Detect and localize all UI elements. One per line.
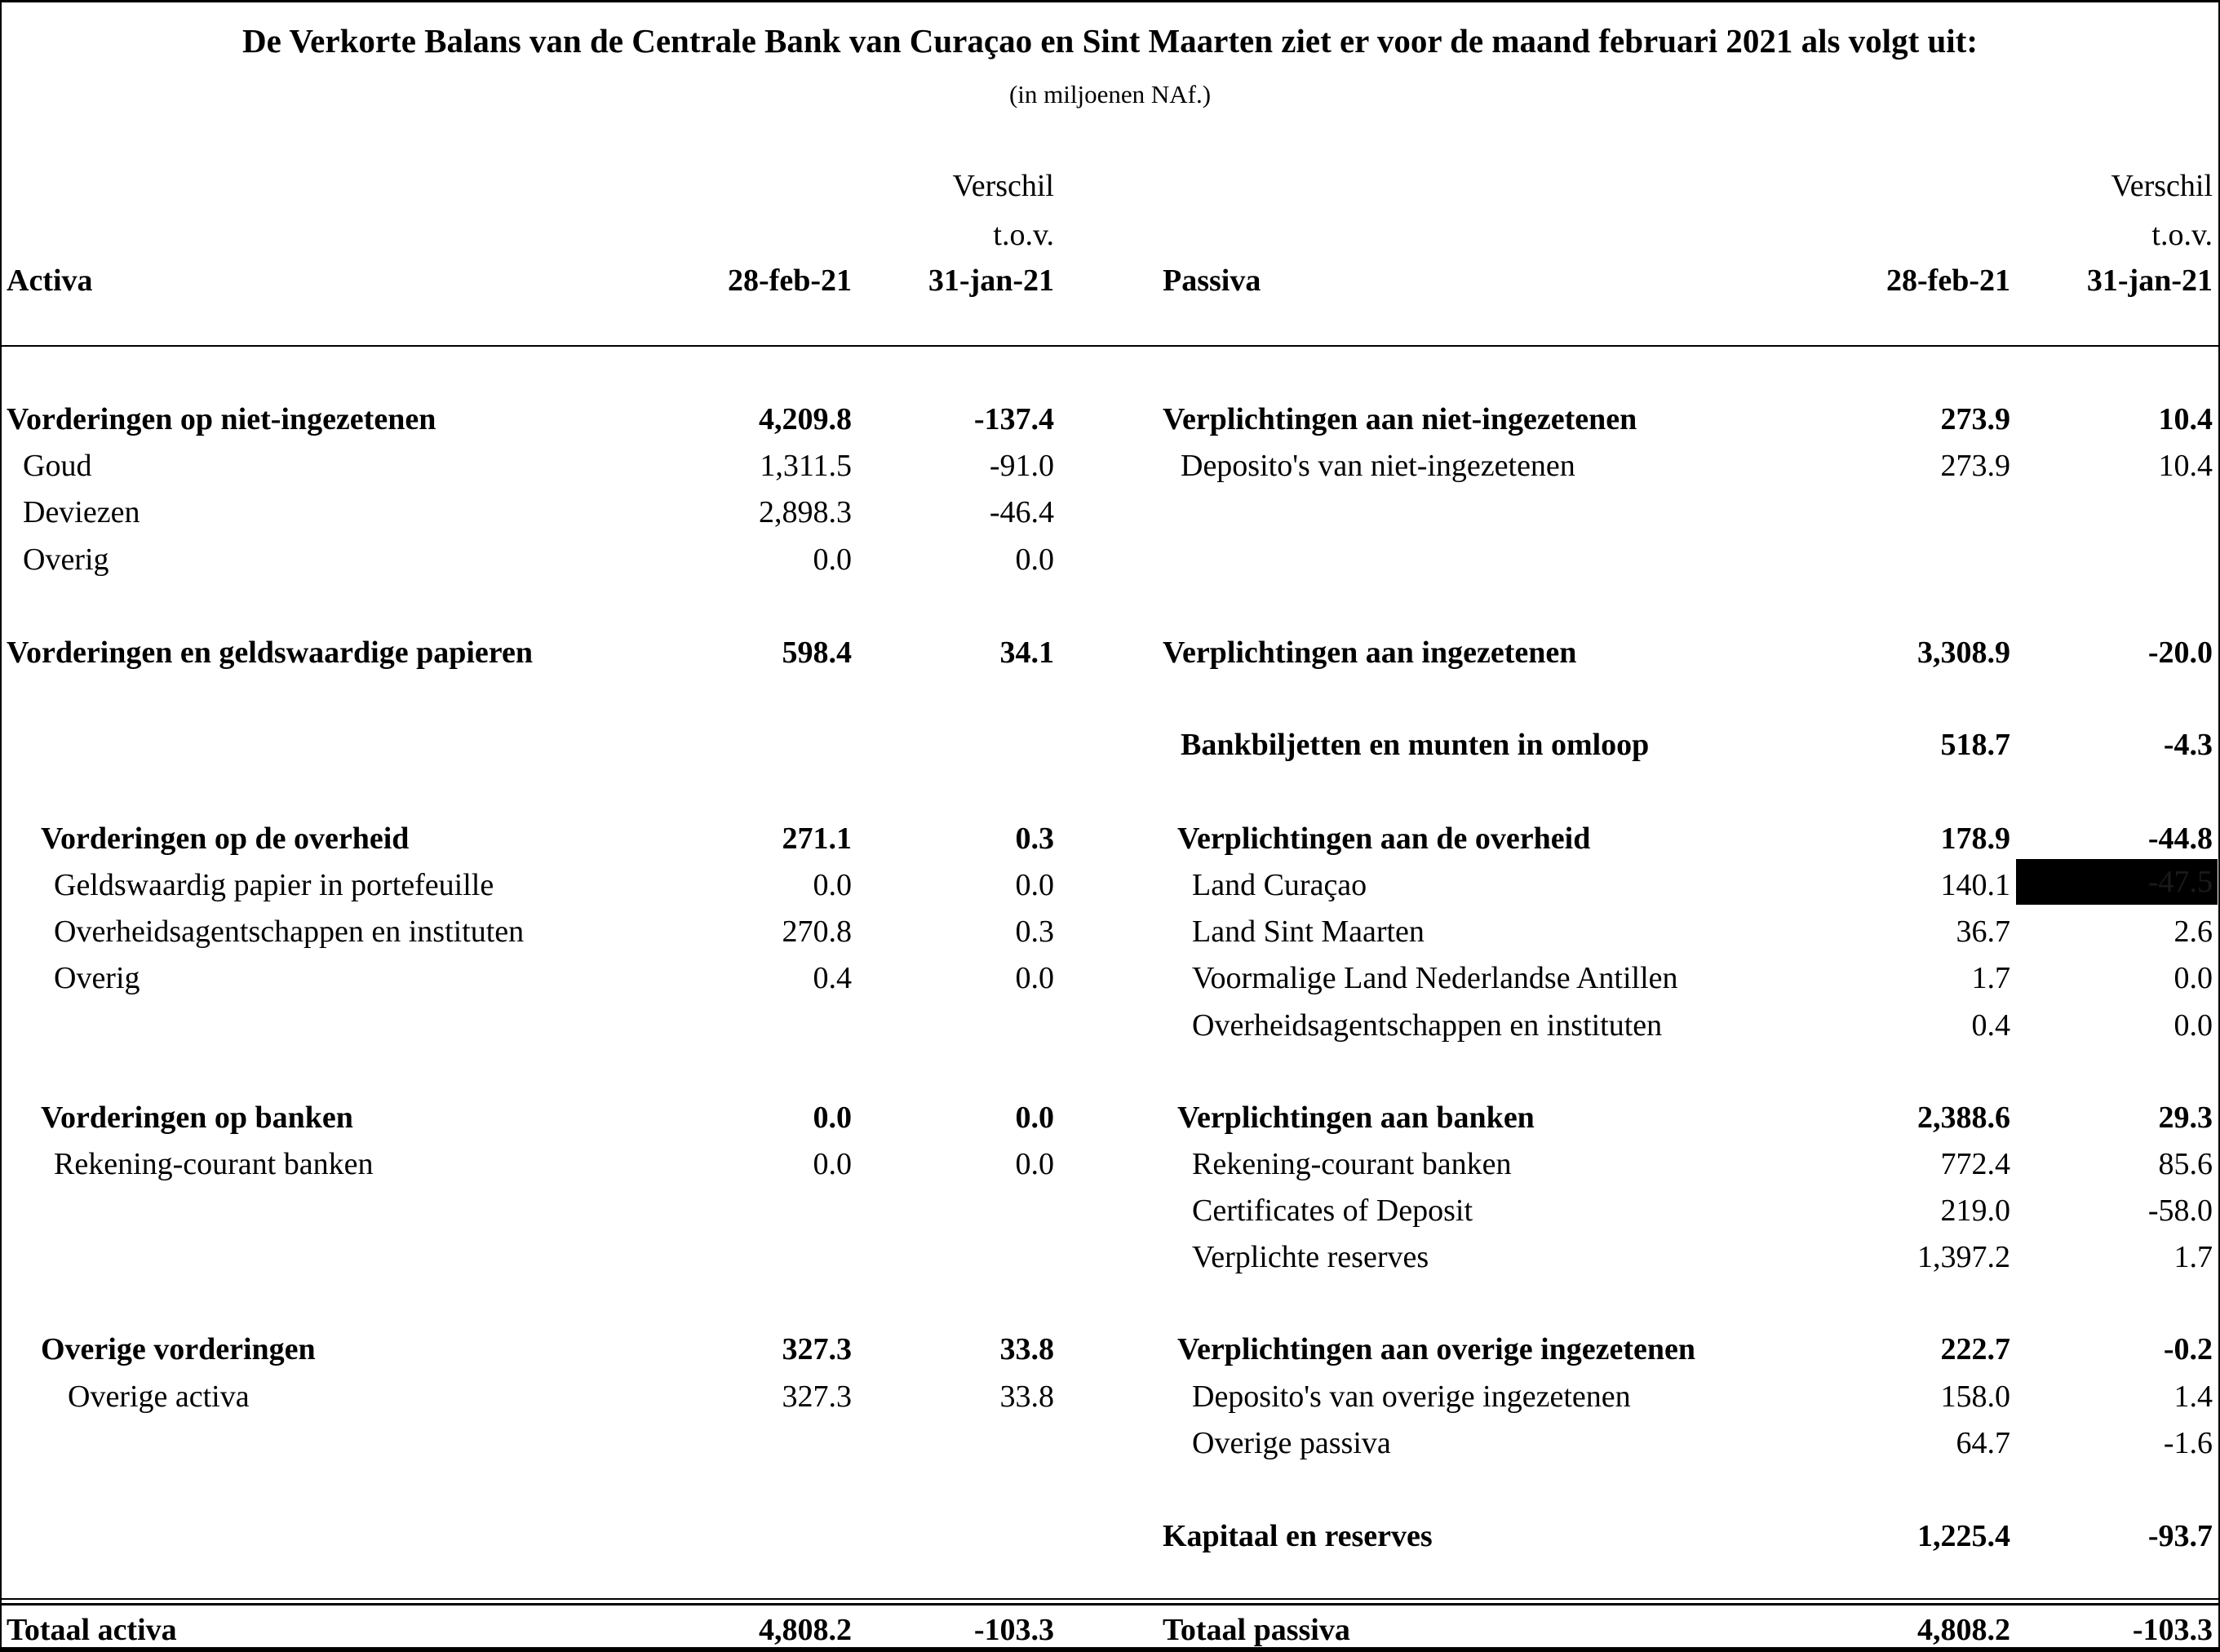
- passiva-total-row: [1163, 1607, 2213, 1652]
- table-row: [1163, 1234, 2213, 1281]
- row-value-diff: 1.7: [2173, 1240, 2213, 1274]
- row-label: Rekening-courant banken: [54, 1147, 374, 1181]
- row-value-diff: -58.0: [2147, 1194, 2213, 1228]
- row-value-current: 1,311.5: [760, 449, 852, 483]
- row-label: Deposito's van overige ingezetenen: [1192, 1380, 1631, 1414]
- table-row: [1163, 630, 2213, 676]
- row-value-diff: 0.0: [1015, 961, 1054, 995]
- row-value-diff: 85.6: [2158, 1147, 2213, 1181]
- row-value-diff: 0.0: [1015, 868, 1054, 902]
- activa-diff-header-line2: t.o.v.: [993, 218, 1054, 252]
- table-row: [7, 396, 1054, 443]
- row-label: Verplichtingen aan de overheid: [1177, 822, 1591, 856]
- row-value-diff: -1.6: [2163, 1426, 2213, 1460]
- row-value-current: 36.7: [1956, 915, 2010, 949]
- activa-diff-header-line1: Verschil: [952, 169, 1054, 203]
- row-label: Verplichte reserves: [1192, 1240, 1429, 1274]
- row-label: Land Curaçao: [1192, 868, 1367, 902]
- row-value-diff: -20.0: [2147, 636, 2213, 670]
- row-value-diff: 10.4: [2158, 402, 2213, 436]
- page-title: De Verkorte Balans van de Centrale Bank van Curaçao en Sint Maarten ziet er voor de maand februari 2021 als volgt uit:: [242, 22, 1978, 60]
- passiva-diff-header-line2: t.o.v.: [2151, 218, 2213, 252]
- row-value-diff: 33.8: [999, 1380, 1054, 1414]
- passiva-total-diff: -103.3: [2132, 1613, 2213, 1647]
- row-value-current: 598.4: [782, 636, 852, 670]
- passiva-column-header-row: [1163, 258, 2213, 304]
- page-subtitle: (in miljoenen NAf.): [1008, 80, 1212, 109]
- table-row: [1163, 1095, 2213, 1141]
- row-label: Voormalige Land Nederlandse Antillen: [1192, 961, 1678, 995]
- row-label: Vorderingen op banken: [41, 1101, 353, 1135]
- table-row: [7, 1374, 1054, 1420]
- table-row: [7, 630, 1054, 676]
- row-value-diff: 10.4: [2158, 449, 2213, 483]
- table-row: [1163, 909, 2213, 955]
- table-row: [7, 1095, 1054, 1141]
- table-row: [1163, 1003, 2213, 1049]
- row-label: Verplichtingen aan niet-ingezetenen: [1163, 402, 1637, 436]
- row-value-diff: -91.0: [989, 449, 1054, 483]
- passiva-date-previous-header: 31-jan-21: [2086, 264, 2213, 298]
- row-label: Kapitaal en reserves: [1163, 1519, 1433, 1553]
- page-border-left: [0, 0, 2, 1652]
- table-row: [1163, 1188, 2213, 1234]
- passiva-header: Passiva: [1163, 264, 1261, 298]
- row-value-current: 158.0: [1940, 1380, 2010, 1414]
- row-value-diff: 0.3: [1015, 915, 1054, 949]
- redacted-value: -47.5: [2147, 865, 2213, 899]
- row-value-diff: 0.0: [1015, 543, 1054, 577]
- table-row: [7, 862, 1054, 909]
- row-label: Overheidsagentschappen en instituten: [54, 915, 525, 949]
- row-label: Vorderingen en geldswaardige papieren: [7, 636, 533, 670]
- activa-date-previous-header: 31-jan-21: [928, 264, 1054, 298]
- row-value-current: 772.4: [1940, 1147, 2010, 1181]
- row-value-current: 222.7: [1940, 1332, 2010, 1366]
- row-value-diff: -0.2: [2163, 1332, 2213, 1366]
- row-value-diff: 2.6: [2173, 915, 2213, 949]
- row-value-current: 271.1: [782, 822, 852, 856]
- row-value-current: 327.3: [782, 1380, 852, 1414]
- table-row: [1163, 1326, 2213, 1373]
- table-row: [7, 909, 1054, 955]
- row-value-current: 178.9: [1940, 822, 2010, 856]
- row-label: Deposito's van niet-ingezetenen: [1181, 449, 1575, 483]
- row-value-current: 0.0: [813, 868, 852, 902]
- row-value-current: 0.0: [813, 1147, 852, 1181]
- row-value-current: 518.7: [1940, 728, 2010, 762]
- row-value-current: 270.8: [782, 915, 852, 949]
- row-value-current: 1,397.2: [1917, 1240, 2010, 1274]
- row-value-current: 1.7: [1971, 961, 2010, 995]
- row-value-current: 64.7: [1956, 1426, 2010, 1460]
- passiva-date-current-header: 28-feb-21: [1886, 264, 2010, 298]
- activa-total-label: Totaal activa: [7, 1613, 177, 1647]
- row-label: Verplichtingen aan banken: [1177, 1101, 1535, 1135]
- table-row: [1163, 1374, 2213, 1420]
- table-row: [1163, 1513, 2213, 1560]
- table-row: [7, 537, 1054, 583]
- table-row: [7, 1141, 1054, 1188]
- row-value-diff: 29.3: [2158, 1101, 2213, 1135]
- activa-total-current: 4,808.2: [759, 1613, 852, 1647]
- row-value-diff: -44.8: [2147, 822, 2213, 856]
- row-value-diff: -46.4: [989, 495, 1054, 529]
- row-value-diff: 0.0: [1015, 1101, 1054, 1135]
- row-label: Bankbiljetten en munten in omloop: [1181, 728, 1650, 762]
- row-value-diff: 33.8: [999, 1332, 1054, 1366]
- row-label: Overheidsagentschappen en instituten: [1192, 1008, 1663, 1043]
- table-row: [7, 1326, 1054, 1373]
- table-row: [1163, 722, 2213, 768]
- passiva-total-label: Totaal passiva: [1163, 1613, 1350, 1647]
- table-row: [1163, 1141, 2213, 1188]
- table-row: [7, 443, 1054, 489]
- row-value-diff: 0.0: [1015, 1147, 1054, 1181]
- row-label: Certificates of Deposit: [1192, 1194, 1473, 1228]
- table-row: [7, 489, 1054, 536]
- row-value-current: 273.9: [1940, 449, 2010, 483]
- row-value-diff: -93.7: [2147, 1519, 2213, 1553]
- row-value-current: 3,308.9: [1917, 636, 2010, 670]
- row-value-diff: -137.4: [973, 402, 1054, 436]
- activa-total-row: [7, 1607, 1054, 1652]
- row-label: Vorderingen op de overheid: [41, 822, 410, 856]
- row-value-current: 0.0: [813, 543, 852, 577]
- row-label: Land Sint Maarten: [1192, 915, 1425, 949]
- row-label: Goud: [23, 449, 92, 483]
- activa-table: [7, 0, 1054, 1652]
- row-value-diff: 0.0: [2173, 961, 2213, 995]
- passiva-diff-header-line1: Verschil: [2111, 169, 2213, 203]
- activa-total-diff: -103.3: [973, 1613, 1054, 1647]
- row-value-current: 2,388.6: [1917, 1101, 2010, 1135]
- table-row: [7, 955, 1054, 1002]
- row-value-current: 327.3: [782, 1332, 852, 1366]
- activa-header: Activa: [7, 264, 93, 298]
- table-row: [1163, 396, 2213, 443]
- row-label: Overige activa: [68, 1380, 250, 1414]
- row-label: Deviezen: [23, 495, 140, 529]
- row-value-diff: 34.1: [999, 636, 1054, 670]
- row-value-current: 0.0: [813, 1101, 852, 1135]
- table-row: [1163, 1420, 2213, 1467]
- row-value-diff: 0.0: [2173, 1008, 2213, 1043]
- row-label: Vorderingen op niet-ingezetenen: [7, 402, 436, 436]
- row-label: Overige vorderingen: [41, 1332, 316, 1366]
- table-row: [1163, 443, 2213, 489]
- row-value-current: 0.4: [813, 961, 852, 995]
- passiva-table: [1163, 0, 2213, 1652]
- row-value-current: 2,898.3: [759, 495, 852, 529]
- row-label: Rekening-courant banken: [1192, 1147, 1512, 1181]
- row-value-current: 273.9: [1940, 402, 2010, 436]
- row-value-current: 4,209.8: [759, 402, 852, 436]
- table-row: [1163, 955, 2213, 1002]
- redaction-box: [2016, 859, 2218, 905]
- row-value-diff: 1.4: [2173, 1380, 2213, 1414]
- row-label: Overig: [54, 961, 140, 995]
- row-value-current: 140.1: [1940, 868, 2010, 902]
- row-label: Overige passiva: [1192, 1426, 1391, 1460]
- row-label: Verplichtingen aan ingezetenen: [1163, 636, 1577, 670]
- row-label: Overig: [23, 543, 109, 577]
- table-row: [7, 816, 1054, 862]
- activa-date-current-header: 28-feb-21: [728, 264, 852, 298]
- row-value-current: 219.0: [1940, 1194, 2010, 1228]
- row-value-diff: 0.3: [1015, 822, 1054, 856]
- activa-column-header-row: [7, 258, 1054, 304]
- table-row: [1163, 816, 2213, 862]
- row-value-current: 0.4: [1971, 1008, 2010, 1043]
- row-label: Geldswaardig papier in portefeuille: [54, 868, 494, 902]
- row-label: Verplichtingen aan overige ingezetenen: [1177, 1332, 1696, 1366]
- passiva-total-current: 4,808.2: [1917, 1613, 2010, 1647]
- row-value-diff: -4.3: [2163, 728, 2213, 762]
- row-value-current: 1,225.4: [1917, 1519, 2010, 1553]
